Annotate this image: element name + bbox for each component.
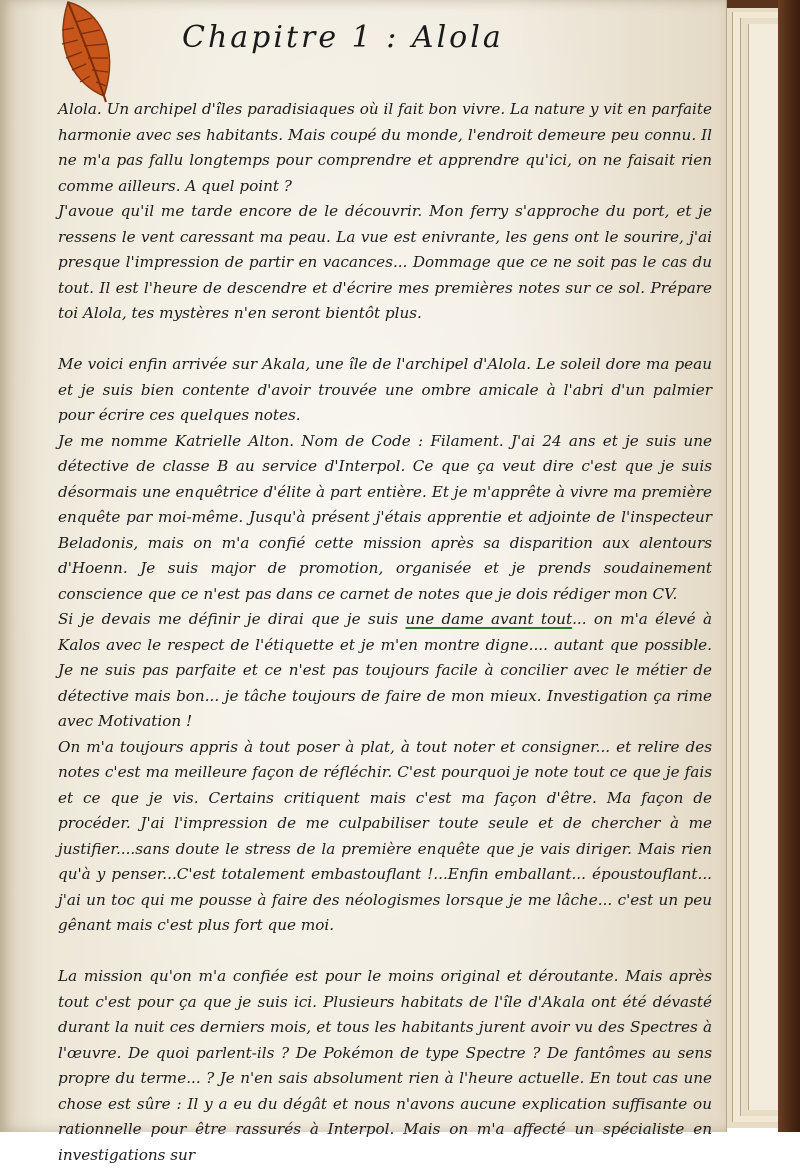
paragraph: Je me nomme Katrielle Alton. Nom de Code : Filament. J'ai 24 ans et je suis une détective de classe B au service d'Interpol. Ce que ça veut dire c'est que je suis désormais une enquêtrice d'élite à part entière. Et je m'apprête à vivre ma première enquête par moi-même. Jusqu'à présent j'étais apprentie et adjointe de l'inspecteur Beladonis, mais on m'a confié cette mission après sa disparition aux alentours d'Hoenn. Je suis major de promotion, organisée et je prends soudainement conscience que ce n'est pas dans ce carnet de notes que je dois rédiger mon CV. xyxy=(58,431,712,603)
paragraph-text: ... on m'a élevé à Kalos avec le respect de l'étiquette et je m'en montre digne.... autant que possible. Je ne suis pas parfaite et ce n'est pas toujours facile à concilier avec le métier de détective mais bon... je tâche toujours de faire de mon mieux. Investigation ça rime avec Motivation ! xyxy=(58,610,712,730)
underlined-phrase: une dame avant tout xyxy=(405,610,573,628)
paragraph: J'avoue qu'il me tarde encore de le découvrir. Mon ferry s'approche du port, et je ressens le vent caressant ma peau. La vue est enivrante, les gens ont le sourire, j'ai presque l'impression de partir en vacances... Dommage que ce ne soit pas le cas du tout. Il est l'heure de descendre et d'écrire mes premières notes sur ce sol. Prépare toi Alola, tes mystères n'en seront bientôt plus. xyxy=(58,202,712,322)
paragraph: Alola. Un archipel d'îles paradisiaques où il fait bon vivre. La nature y vit en parfaite harmonie avec ses habitants. Mais coupé du monde, l'endroit demeure peu connu. Il ne m'a pas fallu longtemps pour comprendre et apprendre qu'ici, on ne faisait rien comme ailleurs. A quel point ? xyxy=(58,100,712,195)
paragraph-gap xyxy=(58,939,712,965)
paragraph: La mission qu'on m'a confiée est pour le moins original et déroutante. Mais après tout c'est pour ça que je suis ici. Plusieurs habitats de l'île d'Akala ont été dévasté durant la nuit ces derniers mois, et tous les habitants jurent avoir vu des Spectres à l'œuvre. De quoi parlent-ils ? De Pokémon de type Spectre ? De fantômes au sens propre du terme... ? Je n'en sais absolument rien à l'heure actuelle. En tout cas une chose est sûre : Il y a eu du dégât et nous n'avons aucune explication suffisante ou rationnelle pour être rassurés à Interpol. Mais on m'a affecté un spécialiste en investigations sur xyxy=(58,967,712,1164)
paragraph xyxy=(58,607,712,735)
paragraph: On m'a toujours appris à tout poser à plat, à tout noter et consigner... et relire des notes c'est ma meilleure façon de réfléchir. C'est pourquoi je note tout ce que je fais et ce que je vis. Certains critiquent mais c'est ma façon d'être. Ma façon de procéder. J'ai l'impression de me culpabiliser toute seule et de chercher à me justifier....sans doute le stress de la première enquête que je vais diriger. Mais rien qu'à y penser...C'est totalement embastouflant !...Enfin emballant... époustouflant... j'ai un toc qui me pousse à faire des néologismes lorsque je me lâche... c'est un peu gênant mais c'est plus fort que moi. xyxy=(58,737,712,934)
book-cover xyxy=(778,0,800,1132)
paragraph-text: Si je devais me définir je dirai que je suis xyxy=(58,610,406,628)
paragraph-gap xyxy=(58,327,712,353)
chapter-title: Chapitre 1 : Alola xyxy=(182,20,504,55)
paragraph: Me voici enfin arrivée sur Akala, une île de l'archipel d'Alola. Le soleil dore ma peau et je suis bien contente d'avoir trouvée une ombre amicale à l'abri d'un palmier pour écrire ces quelques notes. xyxy=(58,355,712,424)
journal-text xyxy=(58,97,712,1168)
leaf-icon xyxy=(48,0,118,104)
